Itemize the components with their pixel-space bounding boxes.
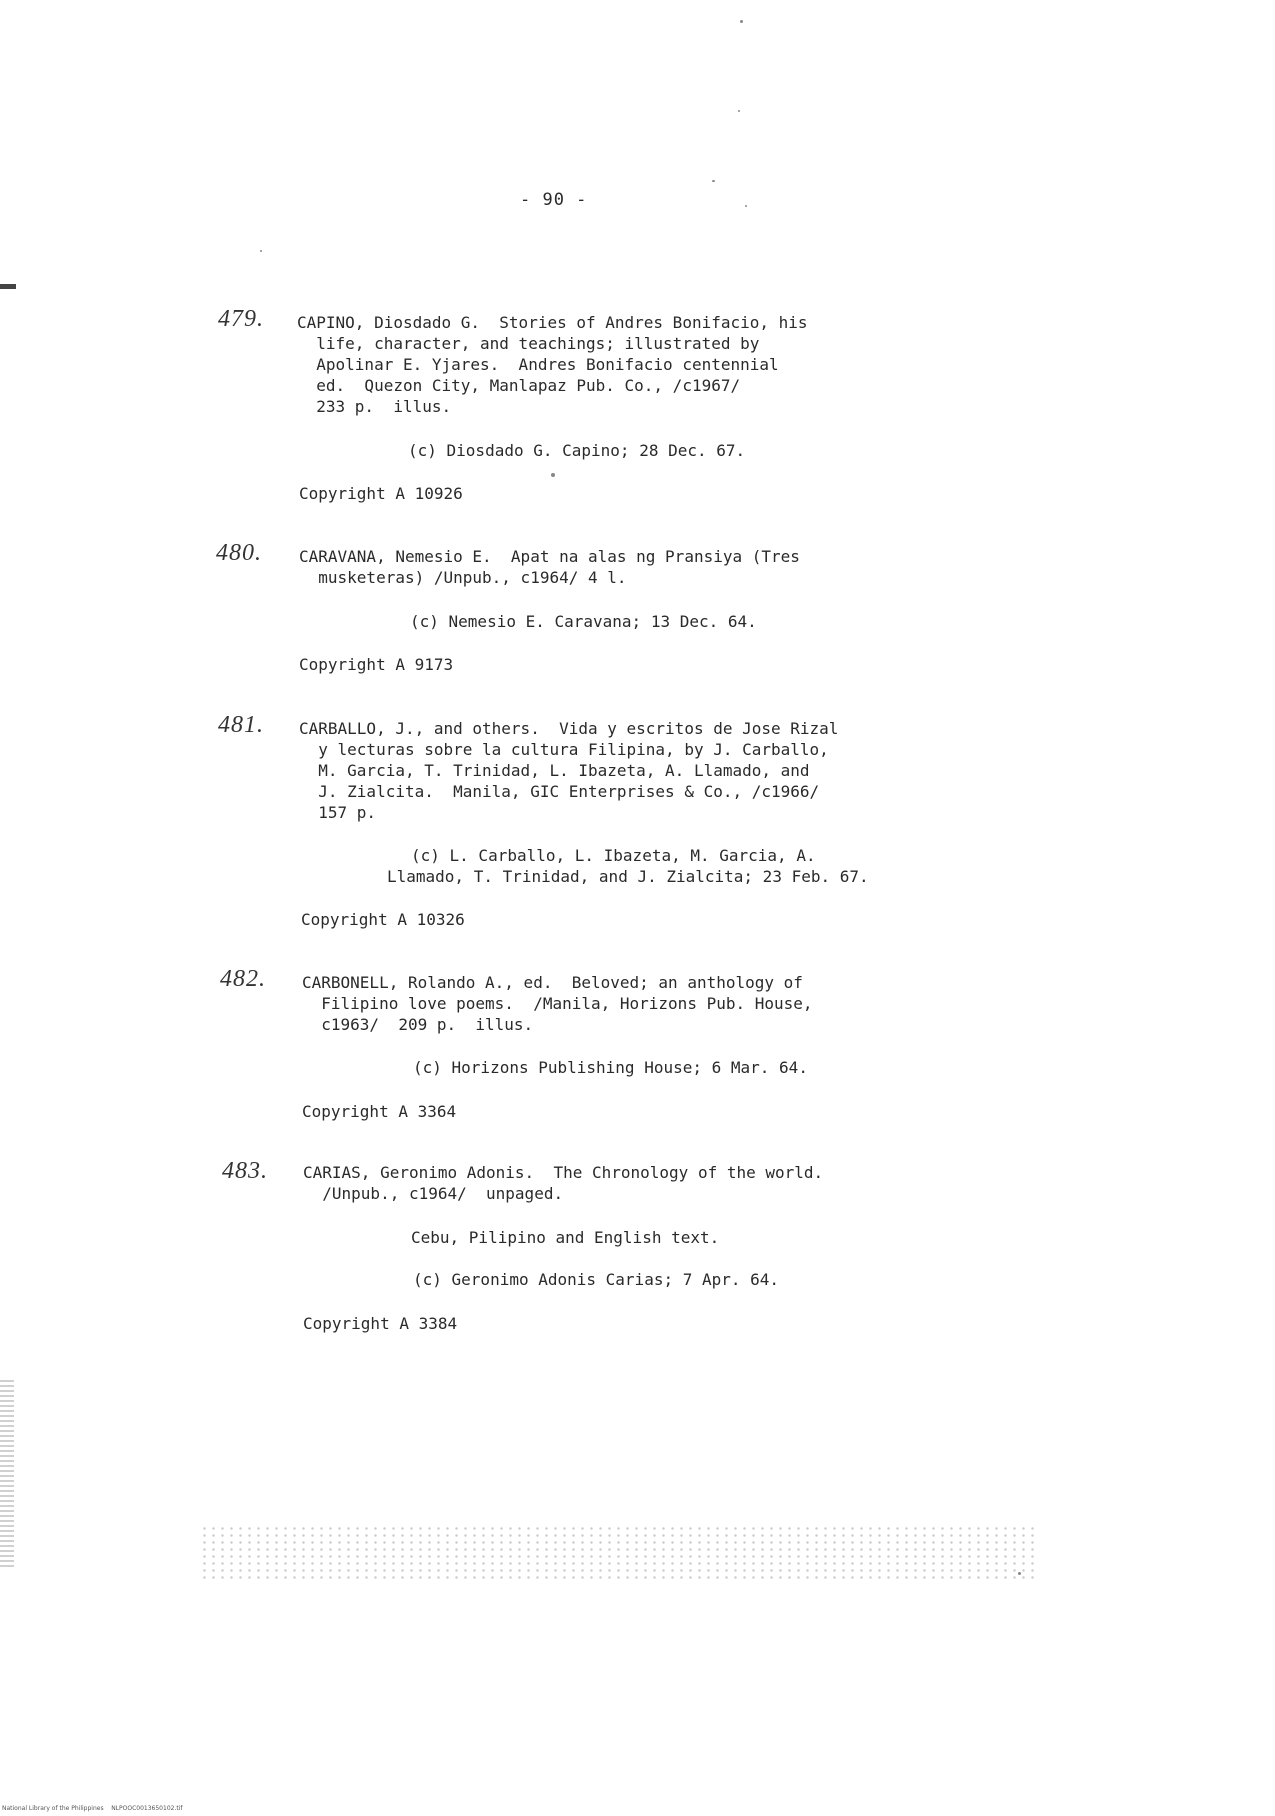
copyright-owner: (c) Nemesio E. Caravana; 13 Dec. 64.	[410, 612, 757, 631]
entry-number: 483.	[222, 1158, 268, 1184]
copyright-number: Copyright A 3364	[302, 1102, 457, 1121]
entry-line: J. Zialcita. Manila, GIC Enterprises & Co., /c1966/	[299, 782, 820, 801]
scan-bottom-noise	[200, 1525, 1040, 1580]
entry-line: life, character, and teachings; illustrated by	[297, 334, 760, 353]
scan-speck	[740, 20, 743, 23]
copyright-number: Copyright A 10926	[299, 484, 463, 503]
page-number: - 90 -	[520, 190, 588, 210]
scan-footer: National Library of the Philippines NLPOOC0013650102.tif	[2, 1805, 183, 1812]
entry-number: 481.	[218, 712, 264, 738]
entry-line: M. Garcia, T. Trinidad, L. Ibazeta, A. Llamado, and	[299, 761, 810, 780]
copyright-number: Copyright A 9173	[299, 655, 454, 674]
entry-note: Cebu, Pilipino and English text.	[411, 1228, 720, 1247]
scan-speck	[1018, 1572, 1021, 1575]
entry-line: musketeras) /Unpub., c1964/ 4 l.	[299, 568, 627, 587]
copyright-owner: (c) L. Carballo, L. Ibazeta, M. Garcia, A.	[411, 846, 816, 865]
entry-number: 482.	[220, 966, 266, 992]
scan-speck	[260, 250, 262, 252]
entry-number: 479.	[218, 306, 264, 332]
entry-line: CAPINO, Diosdado G. Stories of Andres Bonifacio, his	[297, 313, 808, 332]
entry-line: 157 p.	[299, 803, 377, 822]
copyright-owner: (c) Horizons Publishing House; 6 Mar. 64.	[413, 1058, 808, 1077]
scan-edge-noise	[0, 1380, 14, 1570]
entry-number: 480.	[216, 540, 262, 566]
scan-speck	[551, 473, 555, 477]
entry-line: CARAVANA, Nemesio E. Apat na alas ng Pransiya (Tres	[299, 547, 800, 566]
entry-line: y lecturas sobre la cultura Filipina, by J. Carballo,	[299, 740, 829, 759]
entry-line: CARBALLO, J., and others. Vida y escritos de Jose Rizal	[299, 719, 839, 738]
entry-line: 233 p. illus.	[297, 397, 452, 416]
entry-line: CARBONELL, Rolando A., ed. Beloved; an anthology of	[302, 973, 803, 992]
scan-speck	[738, 110, 740, 112]
copyright-owner: (c) Geronimo Adonis Carias; 7 Apr. 64.	[413, 1270, 780, 1289]
entry-line: c1963/ 209 p. illus.	[302, 1015, 534, 1034]
entry-line: Filipino love poems. /Manila, Horizons Pub. House,	[302, 994, 813, 1013]
copyright-number: Copyright A 3384	[303, 1314, 458, 1333]
scan-speck	[745, 205, 747, 207]
scan-speck	[712, 180, 715, 182]
entry-line: /Unpub., c1964/ unpaged.	[303, 1184, 564, 1203]
scan-mark	[0, 284, 16, 289]
entry-line: Apolinar E. Yjares. Andres Bonifacio centennial	[297, 355, 779, 374]
entry-line: CARIAS, Geronimo Adonis. The Chronology of the world.	[303, 1163, 824, 1182]
copyright-owner: Llamado, T. Trinidad, and J. Zialcita; 23 Feb. 67.	[387, 867, 869, 886]
copyright-owner: (c) Diosdado G. Capino; 28 Dec. 67.	[408, 441, 746, 460]
entry-line: ed. Quezon City, Manlapaz Pub. Co., /c1967/	[297, 376, 741, 395]
copyright-number: Copyright A 10326	[301, 910, 465, 929]
